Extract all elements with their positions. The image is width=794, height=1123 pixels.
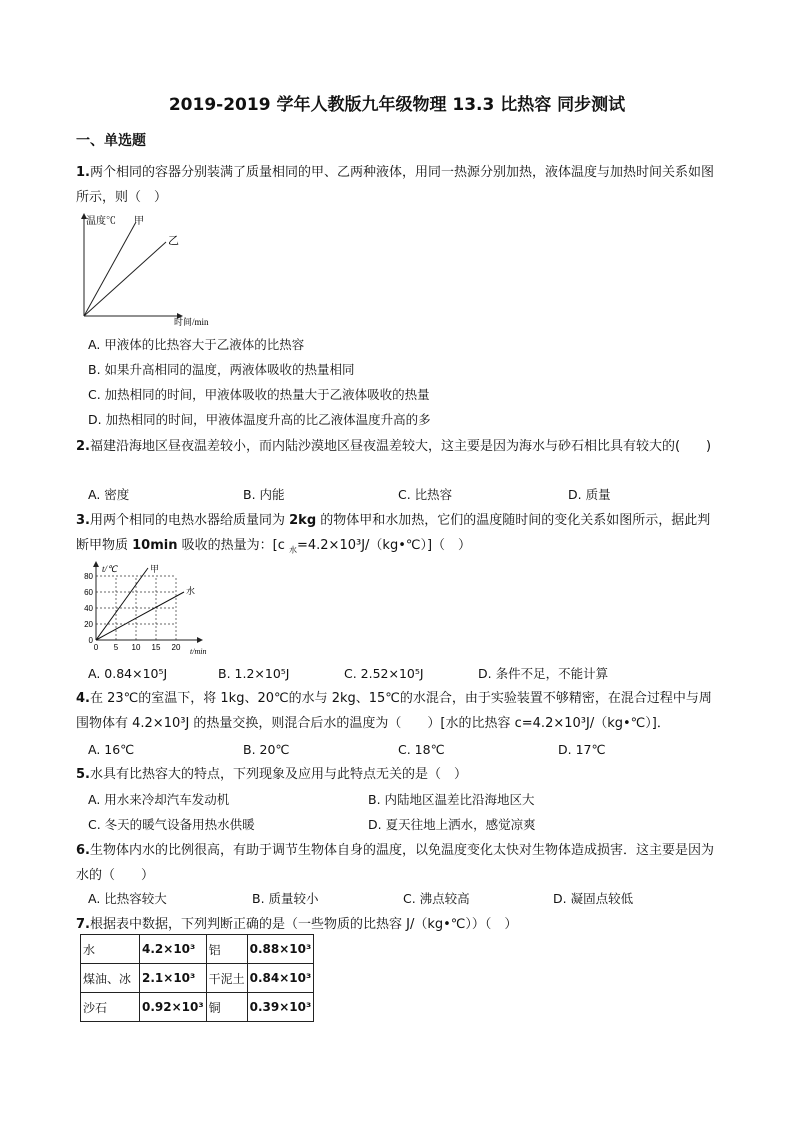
table-cell: 沙石 xyxy=(81,993,140,1022)
table-cell: 铜 xyxy=(206,993,247,1022)
x-tick-label: 0 xyxy=(93,643,99,652)
question-6 xyxy=(76,838,721,888)
question-text: =4.2×10³J/（kg•℃）]（ ） xyxy=(296,538,472,553)
question-number: 1. xyxy=(76,165,90,180)
series-line-0 xyxy=(96,568,148,640)
subscript: 水 xyxy=(288,545,297,555)
question-text: 生物体内水的比例很高，有助于调节生物体自身的温度，以免温度变化太快对生物体造成损害．这主要是因为水的（ ） xyxy=(76,843,714,883)
question-1 xyxy=(76,160,721,210)
table-row xyxy=(81,935,314,964)
q6-option-a: A. 比热容较大 xyxy=(88,891,167,906)
q2-option-b: B. 内能 xyxy=(243,487,285,502)
table-cell: 0.39×10³ xyxy=(247,993,314,1022)
q1-temp-time-graph xyxy=(70,212,220,330)
question-text: 用两个相同的电热水器给质量同为 xyxy=(89,513,290,528)
y-tick-label: 20 xyxy=(84,620,93,629)
q6-option-d: D. 凝固点较低 xyxy=(553,891,634,906)
graph-label-jia: 甲 xyxy=(134,216,144,227)
question-number: 6. xyxy=(76,843,90,858)
question-number: 2. xyxy=(76,439,90,454)
y-tick-label: 0 xyxy=(88,636,93,645)
q3-option-c: C. 2.52×10⁵J xyxy=(344,666,424,681)
q6-option-b: B. 质量较小 xyxy=(252,891,319,906)
x-tick-label: 10 xyxy=(131,643,141,652)
q4-option-d: D. 17℃ xyxy=(558,742,606,757)
question-text-bold: 10min xyxy=(132,538,178,553)
question-text: 在 23℃的室温下，将 1kg、20℃的水与 2kg、15℃的水混合，由于实验装置不够精密，在混合过程中与周围物体有 4.2×10³J 的热量交换，则混合后水的温度为（ ）[水的比热容 c=4.2×10³J/（kg•℃）]． xyxy=(76,691,712,731)
table-cell: 0.84×10³ xyxy=(247,964,314,993)
graph-xlabel: 时间/min xyxy=(174,317,209,327)
question-number: 4. xyxy=(76,691,90,706)
q4-option-b: B. 20℃ xyxy=(243,742,290,757)
q2-option-d: D. 质量 xyxy=(568,487,611,502)
q3-option-a: A. 0.84×10⁵J xyxy=(88,666,168,681)
table-cell: 0.92×10³ xyxy=(140,993,207,1022)
question-text: 的物体甲和水加热，它们的温度随时间的变化关系如图所示，据此判断甲物质 xyxy=(76,513,711,553)
y-tick-label: 60 xyxy=(84,588,93,597)
q5-option-d: D. 夏天往地上洒水，感觉凉爽 xyxy=(368,817,536,832)
line-yi xyxy=(84,242,166,316)
chart-ylabel: t/℃ xyxy=(102,564,118,574)
table-cell: 水 xyxy=(81,935,140,964)
series-label: 甲 xyxy=(150,564,160,574)
table-cell: 干泥土 xyxy=(206,964,247,993)
table-cell: 4.2×10³ xyxy=(140,935,207,964)
series-label: 水 xyxy=(186,586,196,596)
question-3 xyxy=(76,508,721,563)
question-text: 两个相同的容器分别装满了质量相同的甲、乙两种液体，用同一热源分别加热，液体温度与加热时间关系如图所示，则（ ） xyxy=(76,165,714,205)
q1-option-b: B. 如果升高相同的温度，两液体吸收的热量相同 xyxy=(88,362,355,377)
table-cell: 煤油、冰 xyxy=(81,964,140,993)
specific-heat-table xyxy=(80,934,314,1022)
question-text-bold: 2kg xyxy=(289,513,317,528)
q1-option-c: C. 加热相同的时间，甲液体吸收的热量大于乙液体吸收的热量 xyxy=(88,387,430,402)
line-jia xyxy=(84,222,136,316)
q2-option-c: C. 比热容 xyxy=(398,487,453,502)
q3-option-d: D. 条件不足，不能计算 xyxy=(478,666,609,681)
q6-option-c: C. 沸点较高 xyxy=(403,891,470,906)
q5-option-a: A. 用水来冷却汽车发动机 xyxy=(88,792,230,807)
question-text: 福建沿海地区昼夜温差较小，而内陆沙漠地区昼夜温差较大，这主要是因为海水与砂石相比具有较大的( ) xyxy=(89,439,712,454)
question-4 xyxy=(76,686,721,736)
table-row xyxy=(81,993,314,1022)
y-tick-label: 40 xyxy=(84,604,93,613)
q4-option-a: A. 16℃ xyxy=(88,742,135,757)
question-text: 水具有比热容大的特点，下列现象及应用与此特点无关的是（ ） xyxy=(89,767,467,782)
q3-option-b: B. 1.2×10⁵J xyxy=(218,666,290,681)
series-line-1 xyxy=(96,592,184,640)
q2-option-a: A. 密度 xyxy=(88,487,130,502)
question-number: 3. xyxy=(76,513,90,528)
x-tick-label: 20 xyxy=(171,643,181,652)
table-row xyxy=(81,964,314,993)
graph-label-yi: 乙 xyxy=(168,235,179,247)
graph-ylabel: 温度℃ xyxy=(86,216,116,227)
x-tick-label: 5 xyxy=(113,643,119,652)
table-cell: 2.1×10³ xyxy=(140,964,207,993)
q5-option-b: B. 内陆地区温差比沿海地区大 xyxy=(368,792,535,807)
table-cell: 0.88×10³ xyxy=(247,935,314,964)
x-tick-label: 15 xyxy=(151,643,161,652)
y-tick-label: 80 xyxy=(84,572,93,581)
section-heading: 一、单选题 xyxy=(76,133,146,149)
chart-xlabel: t/min xyxy=(190,647,207,656)
q1-option-a: A. 甲液体的比热容大于乙液体的比热容 xyxy=(88,337,305,352)
q1-option-d: D. 加热相同的时间，甲液体温度升高的比乙液体温度升高的多 xyxy=(88,412,431,427)
question-text: 根据表中数据，下列判断正确的是（一些物质的比热容 J/（kg•℃））（ ） xyxy=(89,917,518,932)
question-number: 5. xyxy=(76,767,90,782)
q3-temperature-chart xyxy=(72,560,222,660)
table-cell: 铝 xyxy=(206,935,247,964)
question-number: 7. xyxy=(76,917,90,932)
page-title: 2019-2019 学年人教版九年级物理 13.3 比热容 同步测试 xyxy=(168,95,626,115)
q5-option-c: C. 冬天的暖气设备用热水供暖 xyxy=(88,817,255,832)
question-5 xyxy=(76,762,721,787)
q4-option-c: C. 18℃ xyxy=(398,742,445,757)
question-text: 吸收的热量为：[c xyxy=(177,538,289,553)
question-2 xyxy=(76,434,721,459)
